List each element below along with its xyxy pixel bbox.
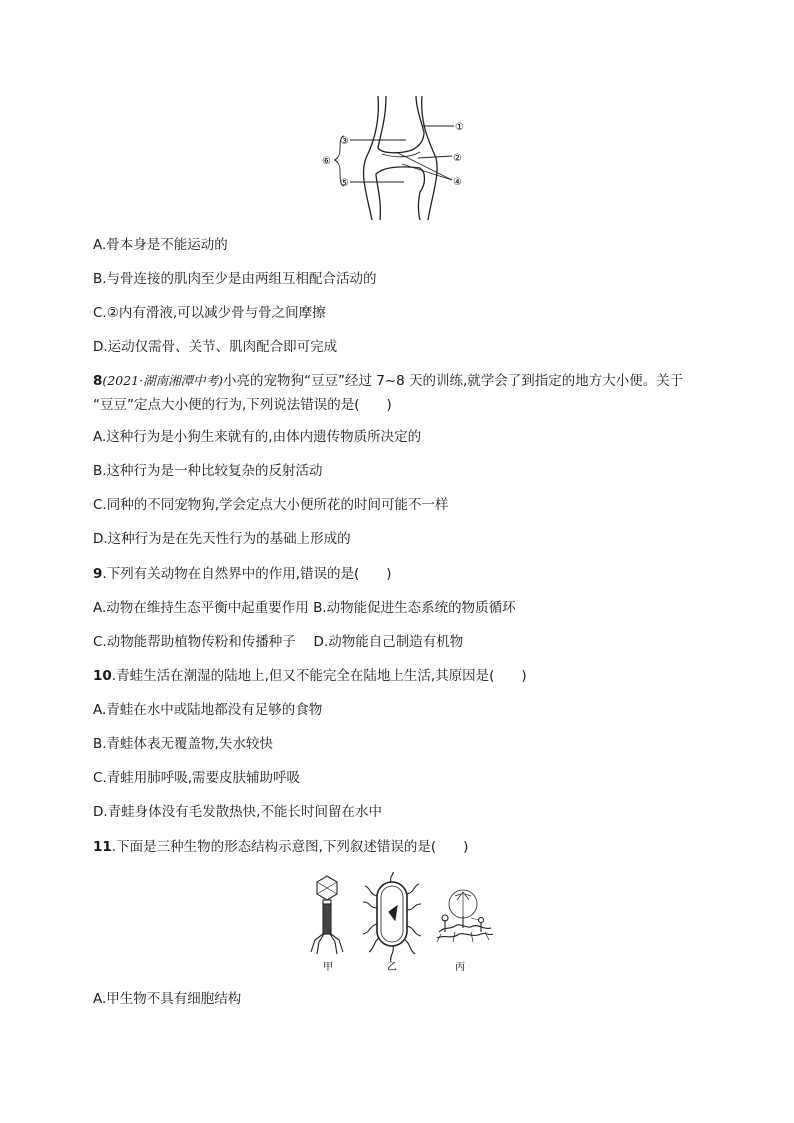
label-3: ③ (340, 136, 349, 147)
bacterium-illustration (363, 872, 421, 962)
q8-stem-text: 小亮的宠物狗“豆豆”经过 7~8 天的训练,就学会了到指定的地方大小便。关于 (222, 373, 684, 389)
phage-illustration (311, 876, 343, 954)
q7-option-b: B.与骨连接的肌肉至少是由两组互相配合活动的 (93, 271, 377, 287)
q11-stem (93, 838, 468, 856)
label-yi: 乙 (387, 962, 397, 973)
q7-option-a: A.骨本身是不能运动的 (93, 237, 228, 253)
q9-number: 9 (93, 566, 103, 582)
q8-number: 8 (93, 373, 103, 389)
q8-stem-line1 (93, 372, 683, 390)
label-4: ④ (453, 177, 462, 188)
label-5: ⑤ (340, 178, 349, 189)
label-2: ② (453, 153, 462, 164)
q10-stem (93, 667, 527, 685)
q10-stem-text: .青蛙生活在潮湿的陆地上,但又不能完全在陆地上生活,其原因是( ) (111, 668, 527, 684)
q10-option-b: B.青蛙体表无覆盖物,失水较快 (93, 736, 273, 752)
label-bing: 丙 (455, 962, 465, 973)
q10-option-c: C.青蛙用肺呼吸,需要皮肤辅助呼吸 (93, 770, 301, 786)
q9-stem-text: .下列有关动物在自然界中的作用,错误的是( ) (102, 566, 392, 582)
q11-option-a: A.甲生物不具有细胞结构 (93, 991, 242, 1007)
q10-number: 10 (93, 668, 112, 684)
q11-number: 11 (93, 839, 112, 855)
q9-options-row1: A.动物在维持生态平衡中起重要作用 B.动物能促进生态系统的物质循环 (93, 600, 516, 616)
joint-diagram (320, 92, 480, 224)
q8-option-c: C.同种的不同宠物狗,学会定点大小便所花的时间可能不一样 (93, 497, 449, 513)
q8-source: (2021·湖南湘潭中考) (102, 373, 223, 388)
q10-option-d: D.青蛙身体没有毛发散热快,不能长时间留在水中 (93, 804, 382, 820)
q8-stem-line2: “豆豆”定点大小便的行为,下列说法错误的是( ) (93, 397, 392, 413)
q9-options-row2: C.动物能帮助植物传粉和传播种子 D.动物能自己制造有机物 (93, 634, 464, 650)
q8-option-b: B.这种行为是一种比较复杂的反射活动 (93, 463, 323, 479)
q8-option-d: D.这种行为是在先天性行为的基础上形成的 (93, 531, 351, 547)
q7-option-c: C.②内有滑液,可以减少骨与骨之间摩擦 (93, 305, 326, 321)
mold-illustration (437, 890, 493, 942)
label-1: ① (455, 122, 464, 133)
q11-stem-text: .下面是三种生物的形态结构示意图,下列叙述错误的是( ) (111, 839, 469, 855)
organisms-diagram (305, 872, 505, 976)
q9-stem (93, 565, 392, 583)
q10-option-a: A.青蛙在水中或陆地都没有足够的食物 (93, 702, 323, 718)
label-6: ⑥ (322, 156, 331, 167)
q8-option-a: A.这种行为是小狗生来就有的,由体内遗传物质所决定的 (93, 429, 422, 445)
q7-option-d: D.运动仅需骨、关节、肌肉配合即可完成 (93, 339, 338, 355)
label-jia: 甲 (323, 962, 333, 973)
